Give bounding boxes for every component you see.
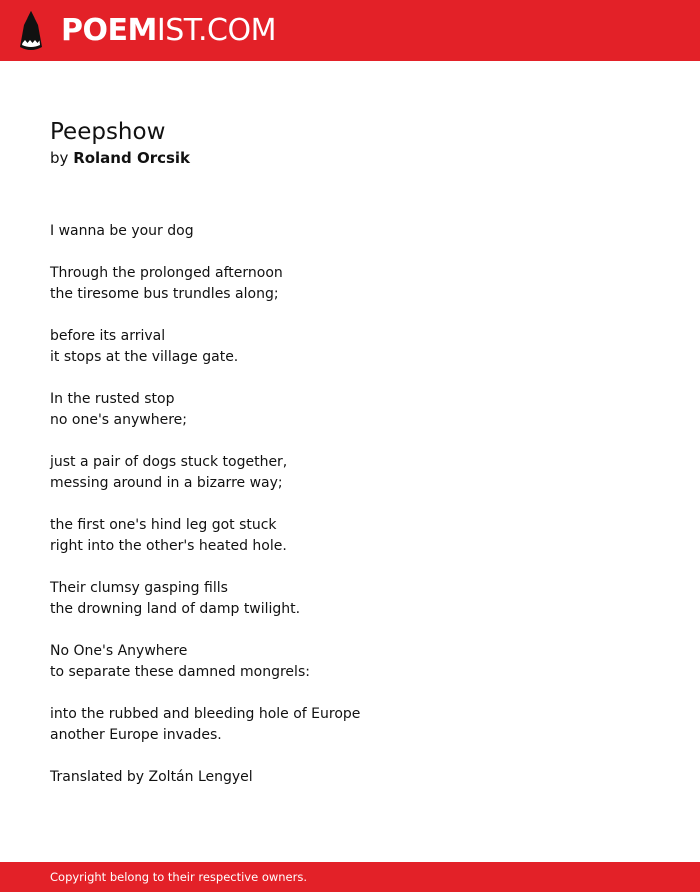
by-label: by (50, 149, 69, 167)
poem-line: No One's Anywhere (50, 643, 188, 659)
poem-line: the first one's hind leg got stuck (50, 517, 277, 533)
poem-stanza (50, 452, 650, 494)
poem-byline (50, 147, 650, 169)
poem-stanza (50, 389, 650, 431)
poem-line: messing around in a bizarre way; (50, 475, 283, 491)
poem-author[interactable]: Roland Orcsik (73, 149, 191, 167)
poem-stanza (50, 221, 650, 242)
poem-line: the drowning land of damp twilight. (50, 601, 301, 617)
poem-line: to separate these damned mongrels: (50, 664, 310, 680)
pencil-icon (18, 9, 44, 53)
brand-rest-text: IST.COM (156, 13, 276, 48)
site-logo-link[interactable] (18, 9, 276, 53)
poem-stanza (50, 515, 650, 557)
poem-content (50, 117, 650, 809)
footer-copyright: Copyright belong to their respective owners. (50, 870, 308, 884)
poem-stanza (50, 704, 650, 746)
poem-line: Through the prolonged afternoon (50, 265, 283, 281)
poem-stanza (50, 578, 650, 620)
poem-body (50, 221, 650, 788)
poem-line: Translated by Zoltán Lengyel (50, 769, 253, 785)
poem-stanza (50, 641, 650, 683)
poem-line: into the rubbed and bleeding hole of Europe (50, 706, 361, 722)
site-header (0, 0, 700, 61)
poem-line: Their clumsy gasping fills (50, 580, 228, 596)
poem-line: before its arrival (50, 328, 166, 344)
poem-line: right into the other's heated hole. (50, 538, 287, 554)
poem-stanza (50, 263, 650, 305)
poem-line: another Europe invades. (50, 727, 222, 743)
poem-line: it stops at the village gate. (50, 349, 239, 365)
poem-line: just a pair of dogs stuck together, (50, 454, 288, 470)
poem-line: I wanna be your dog (50, 223, 194, 239)
poem-line: no one's anywhere; (50, 412, 187, 428)
site-brand (61, 9, 276, 53)
poem-stanza (50, 767, 650, 788)
poem-stanza (50, 326, 650, 368)
brand-bold-text: POEM (61, 13, 157, 48)
site-footer (0, 862, 700, 892)
poem-line: In the rusted stop (50, 391, 175, 407)
poem-title: Peepshow (50, 119, 166, 145)
poem-line: the tiresome bus trundles along; (50, 286, 279, 302)
